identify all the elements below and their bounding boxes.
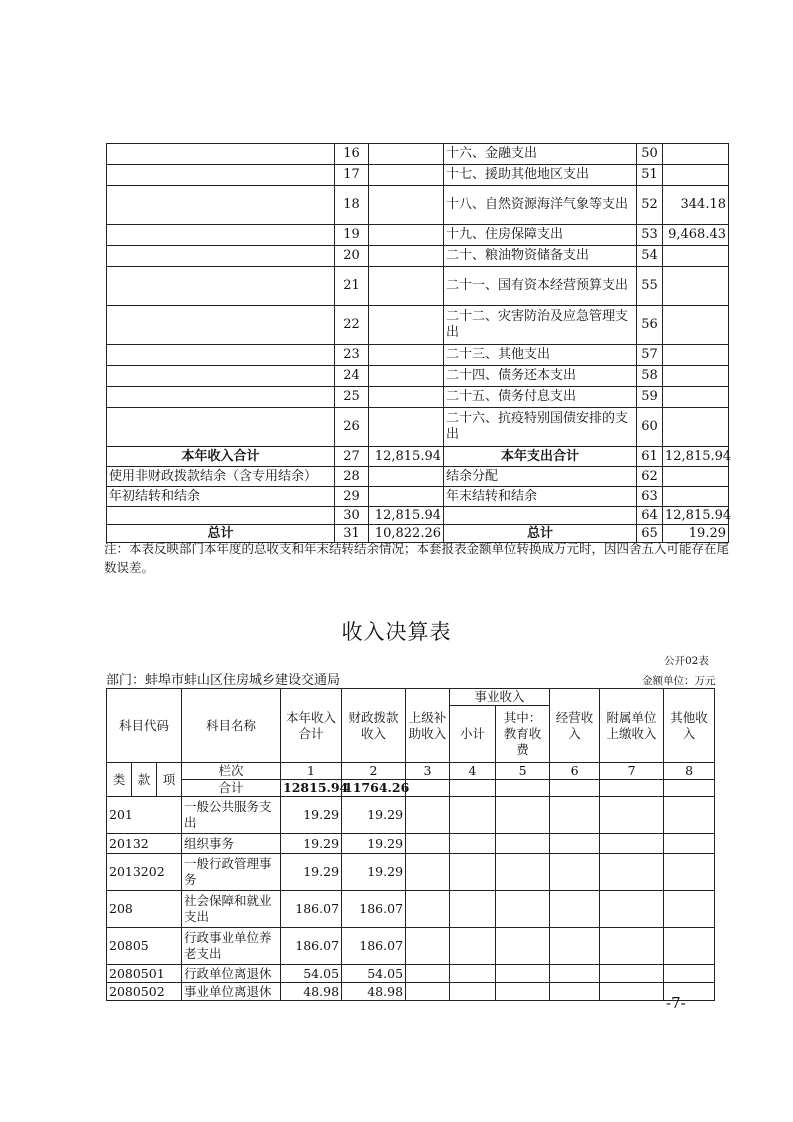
expense-item-label: 二十五、债务付息支出 [444,387,637,408]
column-index-5: 5 [496,763,550,780]
total-income: 48.98 [281,983,342,1001]
table-row [107,507,729,525]
fiscal-income: 19.29 [342,854,406,891]
empty-cell [450,834,496,854]
income-line-number: 18 [335,186,369,225]
fiscal-income: 48.98 [342,983,406,1001]
header-affiliated-income: 附属单位上缴收入 [600,689,664,763]
income-line-number: 23 [335,345,369,366]
table-row [107,408,729,447]
header-business-subtotal: 小计 [450,706,496,763]
fiscal-income: 19.29 [342,834,406,854]
empty-cell [406,983,450,1001]
empty-cell [550,891,600,928]
sum-total-income: 12815.94 [281,780,342,797]
expense-amount [663,366,729,387]
expense-line-number: 61 [637,447,663,467]
empty-cell [406,854,450,891]
income-amount: 10,822.26 [369,525,444,543]
empty-cell [664,834,715,854]
expense-item-label: 二十四、债务还本支出 [444,366,637,387]
column-index-2: 2 [342,763,406,780]
empty-cell [600,983,664,1001]
subject-code: 2080501 [107,965,182,983]
table-row [107,186,729,225]
income-amount: 12,815.94 [369,507,444,525]
form-number: 公开02表 [664,655,709,667]
expense-amount [663,487,729,507]
expense-amount [663,387,729,408]
income-item-label [107,345,335,366]
subject-name: 行政事业单位养老支出 [182,928,281,965]
empty-cell [496,983,550,1001]
expense-item-label: 二十二、灾害防治及应急管理支出 [444,306,637,345]
expense-line-number: 57 [637,345,663,366]
income-amount: 12,815.94 [369,447,444,467]
subject-code: 20805 [107,928,182,965]
expense-amount [663,306,729,345]
expense-item-label: 二十六、抗疫特别国债安排的支出 [444,408,637,447]
table-row [107,246,729,267]
empty-cell [550,797,600,834]
income-item-label: 使用非财政拨款结余（含专用结余） [107,467,335,487]
table-row [107,387,729,408]
table-row [107,854,715,891]
table-row [107,366,729,387]
income-amount [369,487,444,507]
subject-code: 2080502 [107,983,182,1001]
expense-amount: 9,468.43 [663,225,729,246]
empty-cell [550,928,600,965]
fiscal-income: 186.07 [342,928,406,965]
empty-cell [600,834,664,854]
income-amount [369,165,444,186]
table-row [107,891,715,928]
empty-cell [406,965,450,983]
income-line-number: 25 [335,387,369,408]
expense-item-label: 十七、援助其他地区支出 [444,165,637,186]
income-amount [369,225,444,246]
expense-item-label: 二十三、其他支出 [444,345,637,366]
empty-cell [550,983,600,1001]
income-amount [369,408,444,447]
income-final-accounts-table [106,688,715,1001]
income-line-number: 28 [335,467,369,487]
income-item-label [107,165,335,186]
empty-cell [664,891,715,928]
expense-item-label: 十八、自然资源海洋气象等支出 [444,186,637,225]
header-subsidy-income: 上级补助收入 [406,689,450,763]
subject-code: 208 [107,891,182,928]
fiscal-income: 19.29 [342,797,406,834]
income-line-number: 30 [335,507,369,525]
sum-row-label: 合计 [182,780,281,797]
expense-item-label: 结余分配 [444,467,637,487]
empty-cell [450,928,496,965]
expense-line-number: 51 [637,165,663,186]
expense-line-number: 63 [637,487,663,507]
table-row [107,983,715,1001]
header-education-fee: 其中：教育收费 [496,706,550,763]
expense-amount: 12,815.94 [663,447,729,467]
column-index-3: 3 [406,763,450,780]
expense-line-number: 60 [637,408,663,447]
expense-line-number: 53 [637,225,663,246]
total-income: 186.07 [281,891,342,928]
income-item-label: 年初结转和结余 [107,487,335,507]
empty-cell [496,797,550,834]
expense-amount [663,165,729,186]
empty-cell [496,891,550,928]
expense-amount [663,345,729,366]
empty-cell [496,834,550,854]
table-row [107,797,715,834]
empty-cell [600,854,664,891]
table-row [107,165,729,186]
income-item-label: 本年收入合计 [107,447,335,467]
empty-cell [600,965,664,983]
fiscal-income: 54.05 [342,965,406,983]
header-section: 款 [132,763,157,797]
expense-amount [663,246,729,267]
income-item-label [107,267,335,306]
empty-cell [664,965,715,983]
income-item-label [107,306,335,345]
expense-item-label: 年末结转和结余 [444,487,637,507]
expense-line-number: 59 [637,387,663,408]
expense-line-number: 50 [637,144,663,165]
column-index-8: 8 [664,763,715,780]
header-item: 项 [157,763,182,797]
table-row [107,928,715,965]
table-row [107,144,729,165]
empty-cell [664,854,715,891]
table-row [107,225,729,246]
header-operating-income: 经营收入 [550,689,600,763]
empty-cell [496,928,550,965]
column-index-label: 栏次 [182,763,281,780]
income-line-number: 19 [335,225,369,246]
expense-item-label: 本年支出合计 [444,447,637,467]
subject-code: 2013202 [107,854,182,891]
total-income: 19.29 [281,797,342,834]
expense-item-label: 二十一、国有资本经营预算支出 [444,267,637,306]
subject-name: 组织事务 [182,834,281,854]
header-total-income: 本年收入合计 [281,689,342,763]
income-item-label [107,507,335,525]
empty-cell [550,854,600,891]
empty-cell [406,834,450,854]
table-row [107,345,729,366]
expense-item-label [444,507,637,525]
empty-cell [600,928,664,965]
total-income: 186.07 [281,928,342,965]
expense-item-label: 总计 [444,525,637,543]
total-income: 19.29 [281,854,342,891]
expense-amount: 19.29 [663,525,729,543]
empty-cell [450,983,496,1001]
income-line-number: 20 [335,246,369,267]
table-row [107,267,729,306]
expense-item-label: 十九、住房保障支出 [444,225,637,246]
empty-cell [664,797,715,834]
income-item-label: 总计 [107,525,335,543]
expense-amount: 344.18 [663,186,729,225]
expense-line-number: 62 [637,467,663,487]
income-line-number: 17 [335,165,369,186]
income-line-number: 22 [335,306,369,345]
empty-cell [450,797,496,834]
income-line-number: 26 [335,408,369,447]
income-item-label [107,144,335,165]
income-line-number: 29 [335,487,369,507]
empty-cell [550,965,600,983]
subject-code: 201 [107,797,182,834]
total-income: 54.05 [281,965,342,983]
header-subject-name: 科目名称 [182,689,281,763]
amount-unit-label: 金额单位：万元 [642,675,716,687]
income-item-label [107,408,335,447]
table-row [107,447,729,467]
page-number: -7- [666,994,686,1012]
subject-name: 一般行政管理事务 [182,854,281,891]
empty-cell [600,891,664,928]
income-item-label [107,246,335,267]
column-index-6: 6 [550,763,600,780]
income-item-label [107,387,335,408]
header-subject-code: 科目代码 [107,689,182,763]
expense-amount [663,408,729,447]
expense-line-number: 56 [637,306,663,345]
income-line-number: 24 [335,366,369,387]
expense-item-label: 二十、粮油物资储备支出 [444,246,637,267]
income-item-label [107,225,335,246]
income-amount [369,306,444,345]
expense-line-number: 54 [637,246,663,267]
table-row [107,306,729,345]
income-line-number: 27 [335,447,369,467]
total-income: 19.29 [281,834,342,854]
income-line-number: 31 [335,525,369,543]
income-amount [369,144,444,165]
table-row [107,467,729,487]
expense-line-number: 55 [637,267,663,306]
sum-fiscal-income: 11764.26 [342,780,406,797]
expense-item-label: 十六、金融支出 [444,144,637,165]
income-amount [369,467,444,487]
empty-cell [664,928,715,965]
income-expenditure-summary-table [106,143,732,543]
income-item-label [107,366,335,387]
income-amount [369,246,444,267]
expense-amount [663,267,729,306]
expense-line-number: 58 [637,366,663,387]
column-index-4: 4 [450,763,496,780]
subject-name: 行政单位离退休 [182,965,281,983]
expense-line-number: 65 [637,525,663,543]
empty-cell [550,834,600,854]
income-line-number: 16 [335,144,369,165]
empty-cell [496,854,550,891]
empty-cell [406,891,450,928]
empty-cell [450,854,496,891]
empty-cell [406,797,450,834]
empty-cell [600,797,664,834]
income-item-label [107,186,335,225]
empty-cell [406,928,450,965]
subject-name: 社会保障和就业支出 [182,891,281,928]
income-amount [369,186,444,225]
expense-amount: 12,815.94 [663,507,729,525]
empty-cell [496,965,550,983]
header-other-income: 其他收入 [664,689,715,763]
income-line-number: 21 [335,267,369,306]
expense-line-number: 52 [637,186,663,225]
income-amount [369,267,444,306]
header-fiscal-income: 财政拨款收入 [342,689,406,763]
fiscal-income: 186.07 [342,891,406,928]
header-business-income: 事业收入 [450,689,550,706]
table-note: 注：本表反映部门本年度的总收支和年末结转结余情况；本套报表金额单位转换成万元时，因四舍五入可能存在尾数误差。 [104,541,730,575]
subject-code: 20132 [107,834,182,854]
income-table-title: 收入决算表 [341,620,452,644]
empty-cell [450,965,496,983]
column-index-7: 7 [600,763,664,780]
subject-name: 一般公共服务支出 [182,797,281,834]
department-label: 部门：蚌埠市蚌山区住房城乡建设交通局 [106,673,341,688]
table-row [107,487,729,507]
subject-name: 事业单位离退休 [182,983,281,1001]
income-amount [369,387,444,408]
table-row [107,965,715,983]
expense-amount [663,144,729,165]
empty-cell [450,891,496,928]
income-amount [369,366,444,387]
income-amount [369,345,444,366]
expense-line-number: 64 [637,507,663,525]
header-category: 类 [107,763,132,797]
expense-amount [663,467,729,487]
table-row [107,834,715,854]
column-index-1: 1 [281,763,342,780]
